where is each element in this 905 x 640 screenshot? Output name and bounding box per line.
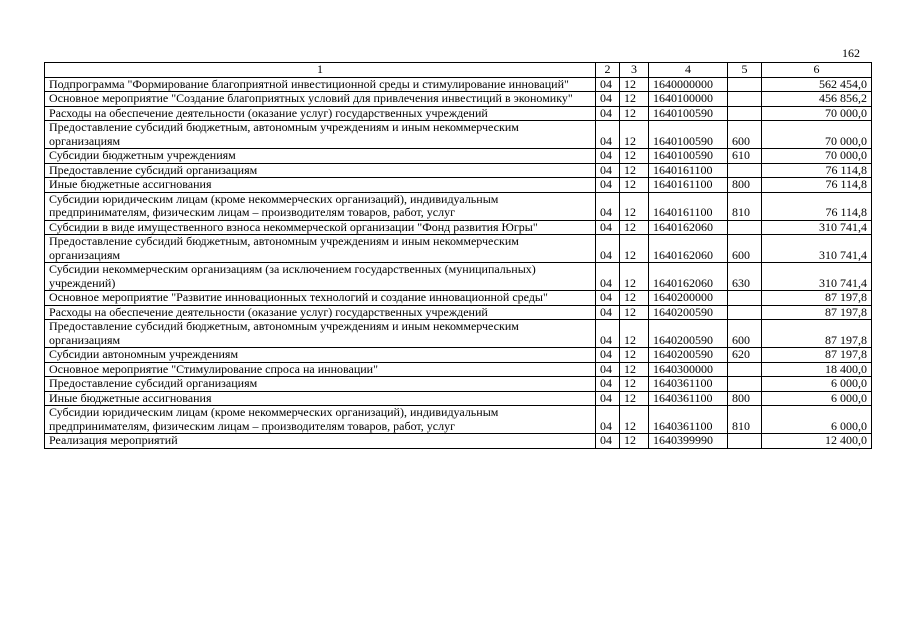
row-subsection-cell: 12 bbox=[620, 291, 649, 306]
table-row bbox=[45, 192, 872, 220]
row-expense-type-cell bbox=[728, 106, 762, 121]
row-expense-type-cell: 600 bbox=[728, 235, 762, 263]
row-target-article-cell: 1640162060 bbox=[649, 263, 728, 291]
row-expense-type-cell bbox=[728, 92, 762, 107]
row-subsection-cell: 12 bbox=[620, 178, 649, 193]
table-row bbox=[45, 377, 872, 392]
row-amount-cell: 456 856,2 bbox=[762, 92, 872, 107]
row-target-article-cell: 1640161100 bbox=[649, 163, 728, 178]
row-amount-cell: 562 454,0 bbox=[762, 77, 872, 92]
row-amount-cell: 76 114,8 bbox=[762, 163, 872, 178]
table-row bbox=[45, 92, 872, 107]
row-name-cell: Предоставление субсидий организациям bbox=[45, 163, 596, 178]
row-section-cell: 04 bbox=[596, 235, 620, 263]
row-name-cell: Субсидии некоммерческим организациям (за исключением государственных (муниципальных) учреждений) bbox=[45, 263, 596, 291]
row-name-cell: Предоставление субсидий бюджетным, автономным учреждениям и иным некоммерческим организациям bbox=[45, 235, 596, 263]
row-target-article-cell: 1640162060 bbox=[649, 235, 728, 263]
row-section-cell: 04 bbox=[596, 434, 620, 449]
row-name-cell: Субсидии юридическим лицам (кроме некоммерческих организаций), индивидуальным предпринимателям, физическим лицам – производителям товаров, работ, услуг bbox=[45, 192, 596, 220]
row-subsection-cell: 12 bbox=[620, 235, 649, 263]
row-target-article-cell: 1640200590 bbox=[649, 348, 728, 363]
column-header-4: 4 bbox=[649, 63, 728, 78]
row-expense-type-cell bbox=[728, 377, 762, 392]
row-amount-cell: 310 741,4 bbox=[762, 263, 872, 291]
row-target-article-cell: 1640100590 bbox=[649, 121, 728, 149]
column-header-3: 3 bbox=[620, 63, 649, 78]
row-amount-cell: 70 000,0 bbox=[762, 106, 872, 121]
column-header-2: 2 bbox=[596, 63, 620, 78]
row-name-cell: Предоставление субсидий бюджетным, автономным учреждениям и иным некоммерческим организациям bbox=[45, 320, 596, 348]
row-amount-cell: 12 400,0 bbox=[762, 434, 872, 449]
row-subsection-cell: 12 bbox=[620, 163, 649, 178]
table-row bbox=[45, 434, 872, 449]
row-name-cell: Субсидии бюджетным учреждениям bbox=[45, 149, 596, 164]
row-expense-type-cell: 630 bbox=[728, 263, 762, 291]
row-name-cell: Предоставление субсидий бюджетным, автономным учреждениям и иным некоммерческим организациям bbox=[45, 121, 596, 149]
row-target-article-cell: 1640100000 bbox=[649, 92, 728, 107]
table-row bbox=[45, 178, 872, 193]
row-subsection-cell: 12 bbox=[620, 362, 649, 377]
table-row bbox=[45, 391, 872, 406]
row-section-cell: 04 bbox=[596, 77, 620, 92]
row-expense-type-cell: 600 bbox=[728, 320, 762, 348]
table-row bbox=[45, 106, 872, 121]
row-target-article-cell: 1640200590 bbox=[649, 320, 728, 348]
row-subsection-cell: 12 bbox=[620, 77, 649, 92]
table-body bbox=[45, 77, 872, 448]
row-amount-cell: 87 197,8 bbox=[762, 320, 872, 348]
row-expense-type-cell bbox=[728, 434, 762, 449]
row-name-cell: Иные бюджетные ассигнования bbox=[45, 178, 596, 193]
row-section-cell: 04 bbox=[596, 305, 620, 320]
row-subsection-cell: 12 bbox=[620, 149, 649, 164]
row-section-cell: 04 bbox=[596, 291, 620, 306]
row-expense-type-cell bbox=[728, 305, 762, 320]
row-target-article-cell: 1640000000 bbox=[649, 77, 728, 92]
row-subsection-cell: 12 bbox=[620, 305, 649, 320]
table-row bbox=[45, 235, 872, 263]
table-row bbox=[45, 291, 872, 306]
row-section-cell: 04 bbox=[596, 163, 620, 178]
row-expense-type-cell: 800 bbox=[728, 391, 762, 406]
row-target-article-cell: 1640100590 bbox=[649, 149, 728, 164]
column-header-1: 1 bbox=[45, 63, 596, 78]
page-number: 162 bbox=[842, 46, 860, 60]
row-target-article-cell: 1640200000 bbox=[649, 291, 728, 306]
row-amount-cell: 310 741,4 bbox=[762, 220, 872, 235]
header-row bbox=[45, 63, 872, 78]
row-section-cell: 04 bbox=[596, 149, 620, 164]
row-name-cell: Расходы на обеспечение деятельности (оказание услуг) государственных учреждений bbox=[45, 305, 596, 320]
table-row bbox=[45, 320, 872, 348]
row-subsection-cell: 12 bbox=[620, 434, 649, 449]
row-amount-cell: 87 197,8 bbox=[762, 348, 872, 363]
row-name-cell: Иные бюджетные ассигнования bbox=[45, 391, 596, 406]
row-expense-type-cell: 610 bbox=[728, 149, 762, 164]
row-expense-type-cell: 620 bbox=[728, 348, 762, 363]
row-target-article-cell: 1640100590 bbox=[649, 106, 728, 121]
row-expense-type-cell bbox=[728, 77, 762, 92]
row-target-article-cell: 1640399990 bbox=[649, 434, 728, 449]
row-subsection-cell: 12 bbox=[620, 377, 649, 392]
row-subsection-cell: 12 bbox=[620, 348, 649, 363]
row-amount-cell: 70 000,0 bbox=[762, 121, 872, 149]
budget-table bbox=[44, 62, 872, 449]
table-row bbox=[45, 348, 872, 363]
row-subsection-cell: 12 bbox=[620, 320, 649, 348]
row-section-cell: 04 bbox=[596, 92, 620, 107]
row-expense-type-cell bbox=[728, 362, 762, 377]
row-name-cell: Субсидии юридическим лицам (кроме некоммерческих организаций), индивидуальным предпринимателям, физическим лицам – производителям товаров, работ, услуг bbox=[45, 406, 596, 434]
table-row bbox=[45, 305, 872, 320]
row-amount-cell: 70 000,0 bbox=[762, 149, 872, 164]
row-subsection-cell: 12 bbox=[620, 220, 649, 235]
row-target-article-cell: 1640361100 bbox=[649, 377, 728, 392]
row-name-cell: Подпрограмма "Формирование благоприятной инвестиционной среды и стимулирование инноваций" bbox=[45, 77, 596, 92]
row-target-article-cell: 1640361100 bbox=[649, 406, 728, 434]
row-section-cell: 04 bbox=[596, 320, 620, 348]
row-amount-cell: 6 000,0 bbox=[762, 377, 872, 392]
row-amount-cell: 6 000,0 bbox=[762, 391, 872, 406]
table-header bbox=[45, 63, 872, 78]
table-row bbox=[45, 263, 872, 291]
table-row bbox=[45, 362, 872, 377]
row-name-cell: Субсидии в виде имущественного взноса некоммерческой организации "Фонд развития Югры" bbox=[45, 220, 596, 235]
row-section-cell: 04 bbox=[596, 406, 620, 434]
row-amount-cell: 87 197,8 bbox=[762, 291, 872, 306]
row-section-cell: 04 bbox=[596, 121, 620, 149]
row-expense-type-cell bbox=[728, 163, 762, 178]
row-subsection-cell: 12 bbox=[620, 406, 649, 434]
column-header-6: 6 bbox=[762, 63, 872, 78]
row-section-cell: 04 bbox=[596, 348, 620, 363]
row-expense-type-cell: 800 bbox=[728, 178, 762, 193]
row-target-article-cell: 1640161100 bbox=[649, 192, 728, 220]
row-name-cell: Предоставление субсидий организациям bbox=[45, 377, 596, 392]
row-subsection-cell: 12 bbox=[620, 192, 649, 220]
row-section-cell: 04 bbox=[596, 220, 620, 235]
row-subsection-cell: 12 bbox=[620, 106, 649, 121]
row-section-cell: 04 bbox=[596, 178, 620, 193]
table-row bbox=[45, 220, 872, 235]
row-name-cell: Субсидии автономным учреждениям bbox=[45, 348, 596, 363]
row-subsection-cell: 12 bbox=[620, 391, 649, 406]
row-name-cell: Основное мероприятие "Развитие инновационных технологий и создание инновационной среды" bbox=[45, 291, 596, 306]
table-row bbox=[45, 121, 872, 149]
row-section-cell: 04 bbox=[596, 377, 620, 392]
row-expense-type-cell bbox=[728, 291, 762, 306]
table-row bbox=[45, 77, 872, 92]
row-amount-cell: 76 114,8 bbox=[762, 192, 872, 220]
row-subsection-cell: 12 bbox=[620, 121, 649, 149]
column-header-5: 5 bbox=[728, 63, 762, 78]
row-section-cell: 04 bbox=[596, 106, 620, 121]
table-row bbox=[45, 406, 872, 434]
row-amount-cell: 87 197,8 bbox=[762, 305, 872, 320]
table-row bbox=[45, 149, 872, 164]
row-section-cell: 04 bbox=[596, 263, 620, 291]
row-expense-type-cell: 810 bbox=[728, 406, 762, 434]
row-name-cell: Основное мероприятие "Создание благоприятных условий для привлечения инвестиций в экономику" bbox=[45, 92, 596, 107]
row-expense-type-cell bbox=[728, 220, 762, 235]
row-name-cell: Основное мероприятие "Стимулирование спроса на инновации" bbox=[45, 362, 596, 377]
row-amount-cell: 6 000,0 bbox=[762, 406, 872, 434]
row-amount-cell: 310 741,4 bbox=[762, 235, 872, 263]
table-row bbox=[45, 163, 872, 178]
row-target-article-cell: 1640200590 bbox=[649, 305, 728, 320]
row-subsection-cell: 12 bbox=[620, 92, 649, 107]
row-name-cell: Расходы на обеспечение деятельности (оказание услуг) государственных учреждений bbox=[45, 106, 596, 121]
row-section-cell: 04 bbox=[596, 192, 620, 220]
row-target-article-cell: 1640300000 bbox=[649, 362, 728, 377]
row-amount-cell: 18 400,0 bbox=[762, 362, 872, 377]
row-expense-type-cell: 810 bbox=[728, 192, 762, 220]
row-section-cell: 04 bbox=[596, 391, 620, 406]
row-target-article-cell: 1640162060 bbox=[649, 220, 728, 235]
row-subsection-cell: 12 bbox=[620, 263, 649, 291]
row-expense-type-cell: 600 bbox=[728, 121, 762, 149]
row-target-article-cell: 1640161100 bbox=[649, 178, 728, 193]
row-name-cell: Реализация мероприятий bbox=[45, 434, 596, 449]
row-target-article-cell: 1640361100 bbox=[649, 391, 728, 406]
row-section-cell: 04 bbox=[596, 362, 620, 377]
row-amount-cell: 76 114,8 bbox=[762, 178, 872, 193]
